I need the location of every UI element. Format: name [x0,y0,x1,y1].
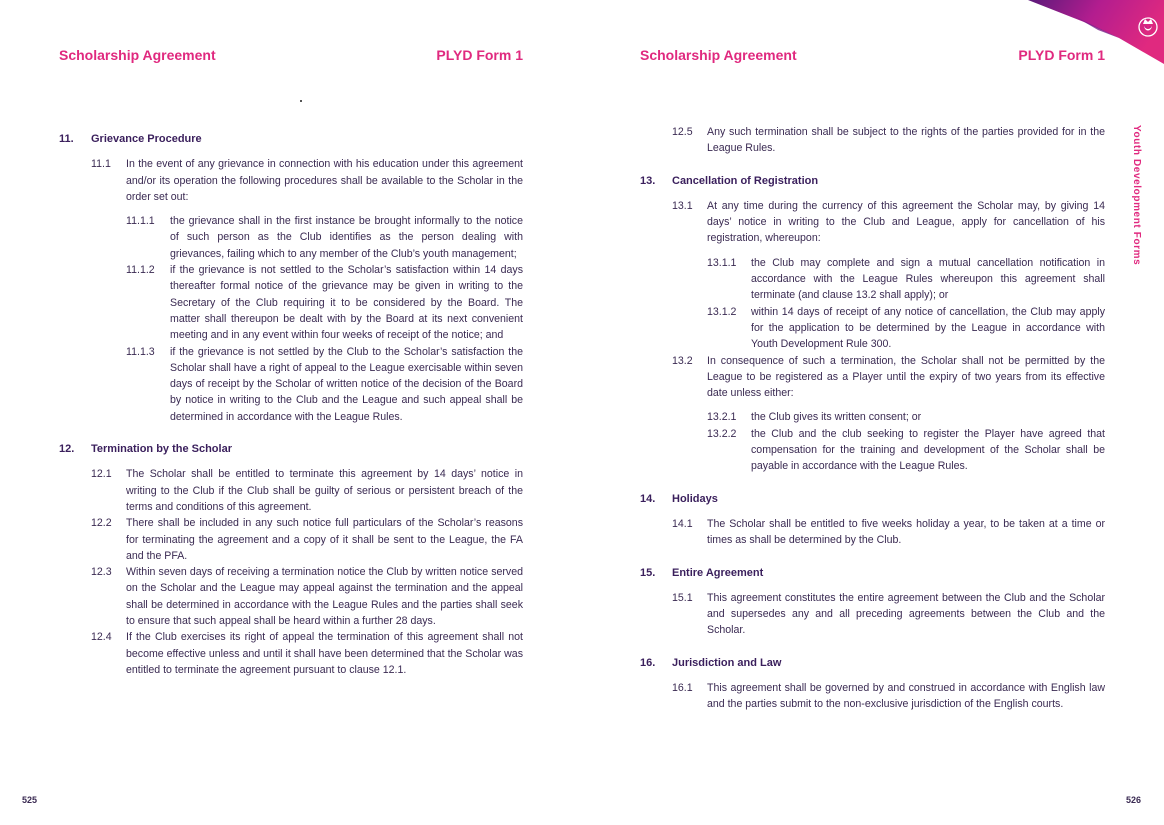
corner-swoosh [1028,0,1164,64]
section-13 [640,173,1105,475]
clause-11-1-3: 11.1.3 if the grievance is not settled by the Club to the Scholar’s satisfaction the Scholar shall have a right of appeal to the League exercisable within seven days of receipt by the Scholar of written notice of the decision of the Board by notice in writing to the Club and the League and such appeal shall be determined in accordance with the League Rules. [126,345,523,423]
clause-12-4: 12.4 If the Club exercises its right of appeal the termination of this agreement shall not become effective unless and until it shall have been determined that the Scholar was entitled to terminate the agreement pursuant to clause 12.1. [91,631,523,676]
corner-banner [1014,0,1164,70]
section-heading: 13. Cancellation of Registration [640,174,819,187]
section-heading: 16. Jurisdiction and Law [640,656,782,669]
clause-13-1-1: 13.1.1 the Club may complete and sign a mutual cancellation notification in accordance with the League Rules whereupon this agreement shall terminate (and clause 13.2 shall apply); or [707,256,1105,302]
clause-14-1: 14.1 The Scholar shall be entitled to five weeks holiday a year, to be taken at a time or times as shall be determined by the Club. [672,517,1105,547]
form-label-left: PLYD Form 1 [436,47,523,63]
section-15 [640,565,1105,639]
page-number-left: 525 [22,795,38,805]
page-number-right: 526 [1126,795,1142,805]
stray-dot [300,100,302,102]
clause-15-1: 15.1 This agreement constitutes the entire agreement between the Club and the Scholar and supersedes any and all preceding agreements between the Club and the Scholar. [672,591,1105,637]
section-heading: 11. Grievance Procedure [59,133,202,145]
clause-13-1-2: 13.1.2 within 14 days of receipt of any notice of cancellation, the Club may apply for the application to be determined by the League in accordance with Youth Development Rule 300. [707,305,1105,351]
clause-13-2: 13.2 In consequence of such a termination, the Scholar shall not be permitted by the League to be registered as a Player until the expiry of two years from its effective date unless either: [672,354,1105,400]
form-label-right: PLYD Form 1 [1018,47,1105,63]
right-page [582,0,1164,825]
section-heading: 12. Termination by the Scholar [59,443,232,456]
clause-13-2-2: 13.2.2 the Club and the club seeking to register the Player have agreed that compensation for the training and development of the Scholar shall be payable in accordance with the League Rules. [707,427,1105,473]
page-title-right: Scholarship Agreement [640,47,797,63]
clause-12-2: 12.2 There shall be included in any such notice full particulars of the Scholar’s reasons for terminating the agreement and a copy of it shall be sent to the League, the FA and the PFA. [91,517,523,562]
page-title-left: Scholarship Agreement [59,47,216,63]
clause-12-3: 12.3 Within seven days of receiving a termination notice the Club by written notice served on the Scholar and the League may appeal against the termination and the appeal shall be determined in accordance with the League Rules and the parties shall seek to ensure that such appeal shall be heard within a further 28 days. [91,566,523,628]
clause-11-1: 11.1 In the event of any grievance in connection with his education under this agreement and/or its operation the following procedures shall be available to the Scholar in the order set out: [91,158,523,203]
clause-16-1: 16.1 This agreement shall be governed by and construed in accordance with English law and the parties submit to the non-exclusive jurisdiction of the English courts. [672,682,1105,711]
clause-11-1-1: 11.1.1 the grievance shall in the first instance be brought informally to the notice of such person as the Club identifies as the person dealing with grievances, failing which to any member of the Club’s youth management; [126,215,523,260]
clause-13-1: 13.1 At any time during the currency of this agreement the Scholar may, by giving 14 days’ notice in writing to the Club and League, apply for cancellation of his registration, whereupon: [672,199,1105,245]
section-11 [59,131,523,425]
section-heading: 15. Entire Agreement [640,566,764,579]
section-12 [59,441,523,678]
clause-12-1: 12.1 The Scholar shall be entitled to terminate this agreement by 14 days’ notice in writing to the Club if the Club shall be guilty of serious or persistent breach of the terms and conditions of this agreement. [91,468,523,513]
section-16 [640,655,1105,713]
section-14 [640,491,1105,549]
right-content [640,124,1105,713]
side-label: Youth Development Forms [1131,125,1142,266]
clause-12-5: 12.5 Any such termination shall be subject to the rights of the parties provided for in the League Rules. [672,126,1105,155]
section-heading: 14. Holidays [640,492,718,505]
clause-13-2-1: 13.2.1 the Club gives its written consent; or [707,411,922,424]
left-content [59,131,523,678]
clause-11-1-2: 11.1.2 if the grievance is not settled to the Scholar’s satisfaction within 14 days thereafter formal notice of the grievance may be given in writing to the Secretary of the Club requiring it to be considered by the Board. The matter shall thereupon be dealt with by the Board at its next convenient meeting and in any event within four weeks of receipt of the notice; and [126,264,523,342]
